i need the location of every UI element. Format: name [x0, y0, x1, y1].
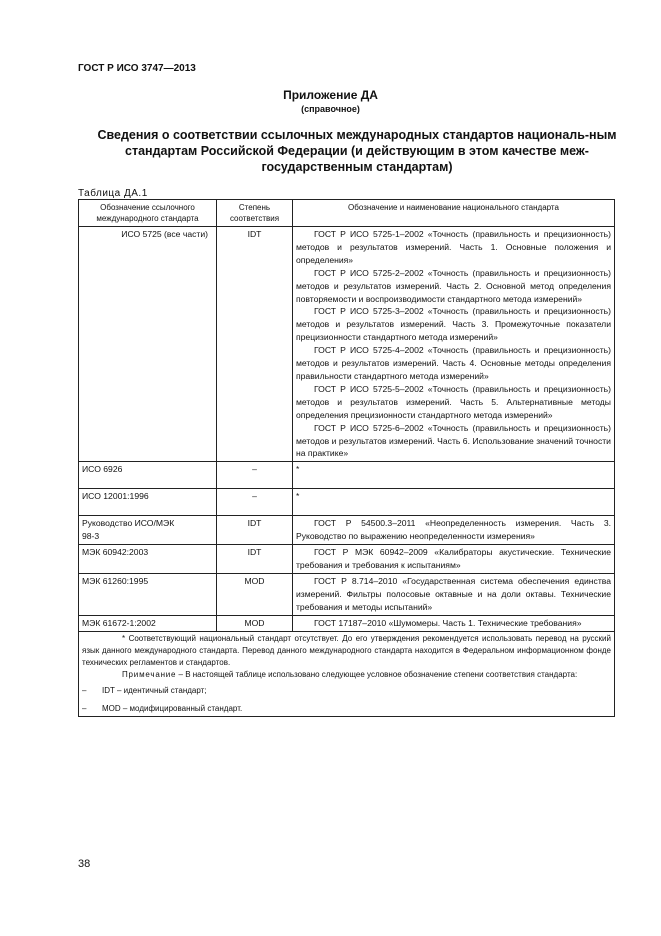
degree-of-correspondence: MOD [217, 573, 293, 615]
national-standard-cell [293, 573, 615, 615]
degree-of-correspondence: MOD [217, 615, 293, 631]
national-standard-cell [293, 545, 615, 574]
note [82, 669, 611, 681]
table-row [79, 615, 615, 631]
appendix-title: Приложение ДА [283, 88, 378, 102]
header-degree: Степень соответствия [217, 200, 293, 227]
table-row [79, 462, 615, 489]
national-standard-entry: ГОСТ Р МЭК 60942–2009 «Калибраторы акустические. Технические требования и требования к испытаниям» [296, 547, 611, 571]
reference-standard: ИСО 12001:1996 [79, 489, 217, 516]
national-standard-entry: ГОСТ Р 8.714–2010 «Государственная система обеспечения единства измерений. Фильтры полосовые октавные и на доли октавы. Технические требования и методы испытаний» [296, 575, 611, 612]
national-standard-cell [293, 615, 615, 631]
legend-dash: – [82, 685, 87, 695]
header-reference-standard: Обозначение ссылочного международного стандарта [79, 200, 217, 227]
note-label: Примечание [122, 669, 177, 679]
table-row [79, 573, 615, 615]
reference-standard: ИСО 6926 [79, 462, 217, 489]
national-standard-cell [293, 227, 615, 462]
table-header-row [79, 200, 615, 227]
note-text: – В настоящей таблице использовано следующее условное обозначение степени соответствия стандарта: [176, 669, 578, 679]
reference-standard: Руководство ИСО/МЭК 98-3 [79, 516, 217, 545]
legend-text: MOD – модифицированный стандарт. [102, 703, 243, 713]
degree-of-correspondence: IDT [217, 227, 293, 462]
national-standard-entry: ГОСТ Р ИСО 5725-3–2002 «Точность (правильность и прецизионность) методов и результатов измерений. Часть 3. Промежуточные показатели прецизионности стандартного метода измерений» [296, 306, 611, 343]
footnote: * Соответствующий национальный стандарт отсутствует. До его утверждения рекомендуется использовать перевод на русский язык данного международного стандарта. Перевод данного международного стандарта находится в Федеральном информационном фонде технических регламентов и стандартов. [82, 633, 611, 667]
national-standard-entry: ГОСТ Р ИСО 5725-6–2002 «Точность (правильность и прецизионность) методов и результатов измерений. Часть 6. Использование значений точности на практике» [296, 422, 611, 459]
national-standard-entry: ГОСТ 17187–2010 «Шумомеры. Часть 1. Технические требования» [314, 617, 582, 628]
national-standard-cell [293, 516, 615, 545]
reference-standard: МЭК 61672-1:2002 [79, 615, 217, 631]
table-caption: Таблица ДА.1 [78, 188, 148, 199]
legend-dash: – [82, 703, 87, 713]
header-national-standard: Обозначение и наименование национального стандарта [293, 200, 615, 227]
national-standard-entry: ГОСТ Р ИСО 5725-5–2002 «Точность (правильность и прецизионность) методов и результатов измерений. Часть 5. Альтернативные методы определения прецизионности стандартного метода измерений» [296, 383, 611, 420]
reference-standard: МЭК 61260:1995 [79, 573, 217, 615]
legend-text: IDT – идентичный стандарт; [102, 685, 207, 695]
degree-of-correspondence: IDT [217, 545, 293, 574]
document-code: ГОСТ Р ИСО 3747—2013 [78, 63, 196, 74]
legend-item-mod [82, 703, 611, 715]
table-row [79, 227, 615, 462]
correspondence-table [78, 199, 615, 717]
national-standard-entry: ГОСТ Р ИСО 5725-2–2002 «Точность (правильность и прецизионность) методов и результатов измерений. Часть 2. Основной метод определения повторяемости и воспроизводимости стандартного метода измерений» [296, 267, 611, 304]
table-row [79, 545, 615, 574]
appendix-subtitle: (справочное) [301, 104, 360, 114]
table-notes-row [79, 631, 615, 716]
national-standard-entry: ГОСТ Р 54500.3–2011 «Неопределенность измерения. Часть 3. Руководство по выражению неопределенности измерения» [296, 518, 611, 542]
appendix-heading: Сведения о соответствии ссылочных международных стандартов националь-ным стандартам Российской Федерации (и действующим в этом качестве меж-государственным стандартам) [97, 128, 617, 174]
degree-of-correspondence: – [217, 489, 293, 516]
national-standard-entry: * [293, 489, 615, 516]
legend-item-idt [82, 685, 611, 697]
degree-of-correspondence: IDT [217, 516, 293, 545]
reference-standard: МЭК 60942:2003 [79, 545, 217, 574]
page-number: 38 [78, 858, 91, 870]
national-standard-entry: ГОСТ Р ИСО 5725-4–2002 «Точность (правильность и прецизионность) методов и результатов измерений. Часть 4. Основные методы определения правильности стандартного метода измерений» [296, 345, 611, 381]
reference-standard: ИСО 5725 (все части) [79, 227, 217, 462]
table-row [79, 516, 615, 545]
degree-of-correspondence: – [217, 462, 293, 489]
table-notes [79, 631, 615, 716]
national-standard-entry: * [293, 462, 615, 489]
national-standard-entry: ГОСТ Р ИСО 5725-1–2002 «Точность (правильность и прецизионность) методов и результатов измерений. Часть 1. Основные положения и определения» [296, 229, 611, 265]
table-row [79, 489, 615, 516]
